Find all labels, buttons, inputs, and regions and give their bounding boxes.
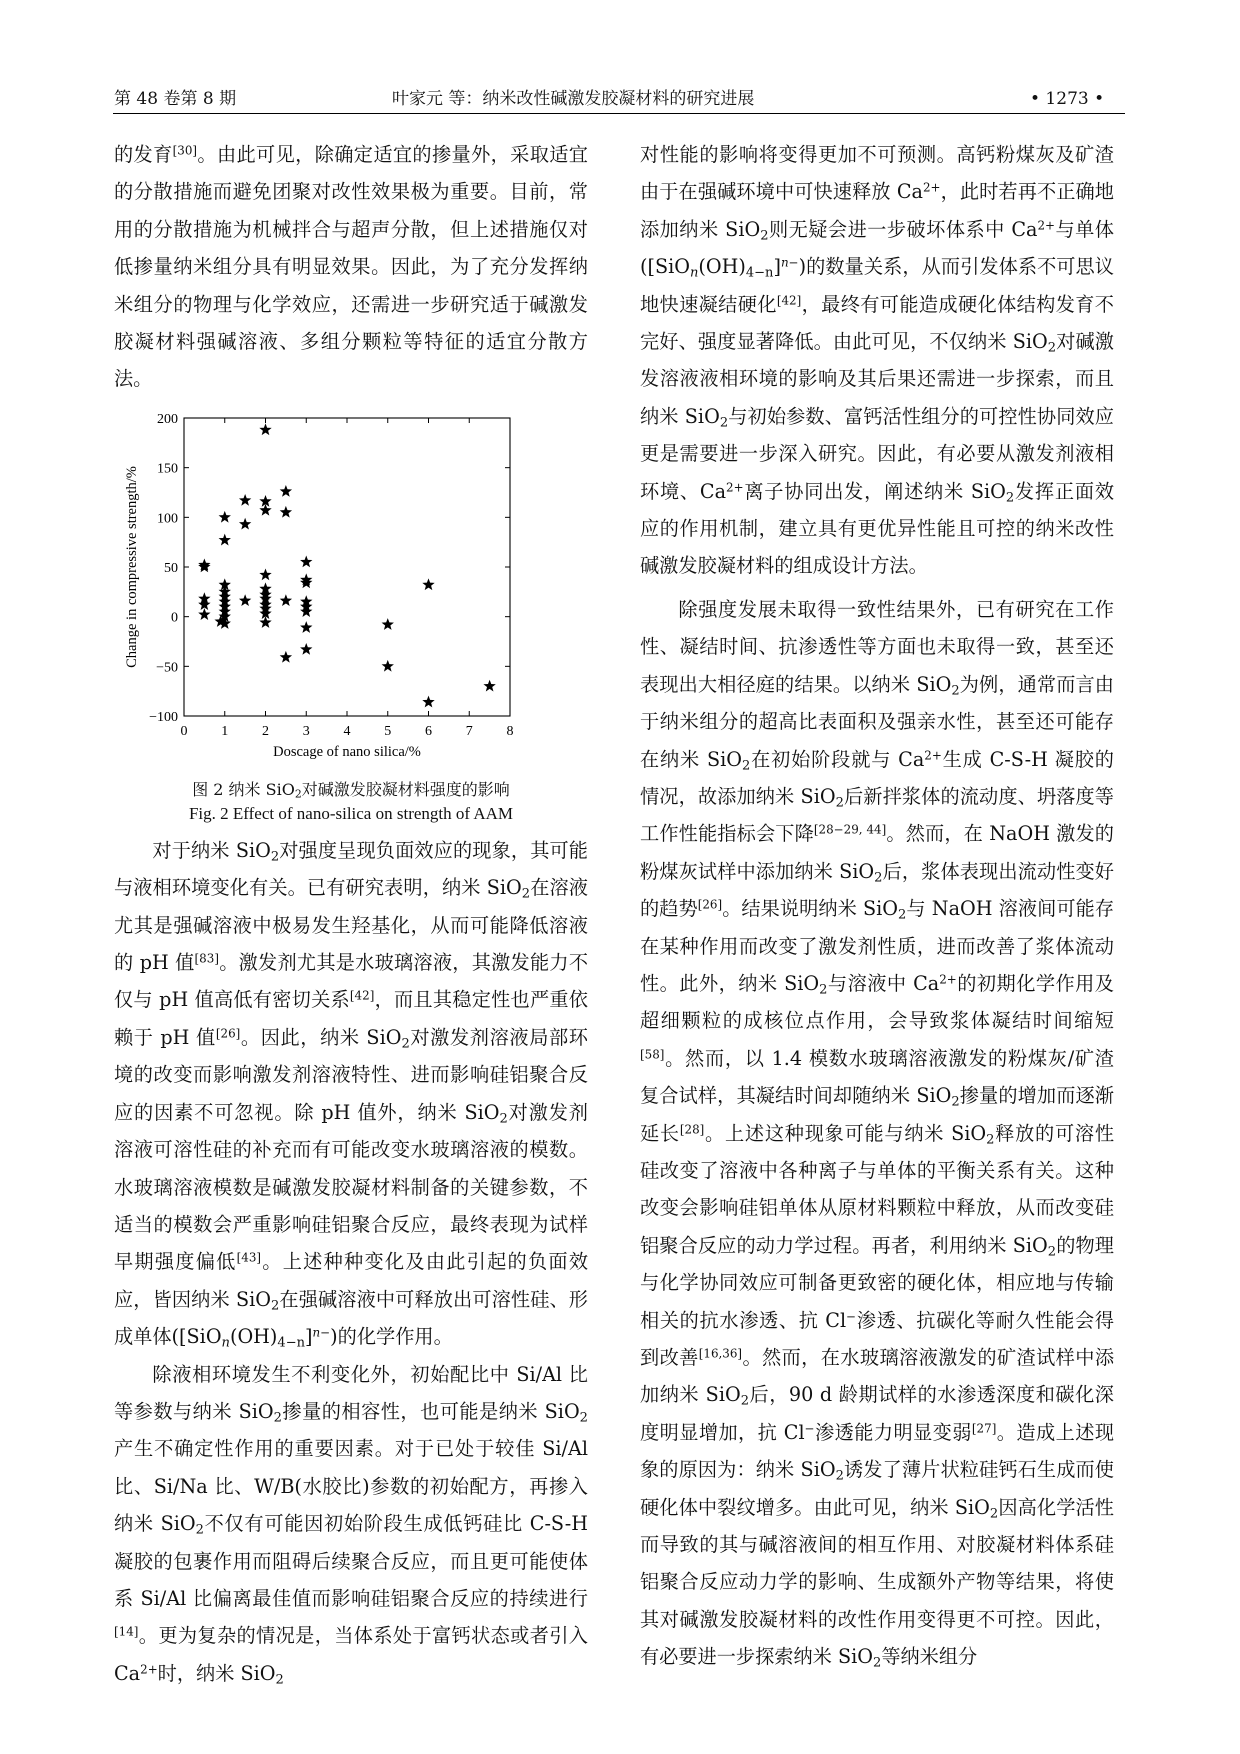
subscript: 2 [401,1036,410,1052]
x-tick-label: 3 [302,723,310,739]
citation: [58] [640,1047,665,1062]
subscript: 2 [951,1094,960,1110]
citation: [83] [194,951,219,966]
subscript: n [689,265,699,281]
data-point-star [300,621,312,633]
text-run: 掺量的增加而逐渐延长 [640,1084,1114,1145]
text-run: 。更为复杂的情况是，当体系处于富钙状态或者引入 Ca [114,1624,588,1685]
left-column [114,136,588,1692]
text-run: 对碱激发溶液液相环境的影响及其后果还需进一步探索，而且纳米 SiO [640,330,1114,428]
y-tick-label: 0 [171,610,178,626]
subscript: 2 [270,849,280,865]
subscript: n [221,1335,230,1351]
subscript: 2 [1047,1244,1057,1260]
citation: [42] [349,988,375,1003]
data-point-star [280,485,292,497]
subscript: 2 [1005,489,1015,505]
text-run: 渗透、抗碳化等耐久性能会得到改善 [640,1308,1115,1369]
y-tick-label: −100 [149,709,178,725]
superscript: 2+ [924,747,942,762]
citation: [26] [215,1026,241,1041]
subscript: 2 [741,757,751,773]
data-point-star [239,494,251,506]
paragraph [640,136,1114,585]
figure-2 [114,404,588,774]
data-point-star [198,560,210,572]
subscript: 4−n [745,265,774,281]
citation: [42] [776,293,802,308]
data-point-star [259,423,271,435]
caption-text: 图 2 纳米 SiO [192,779,295,799]
text-run: ，此时若再不正确地添加纳米 SiO [640,180,1114,241]
paragraph [114,136,588,398]
paragraph [114,832,588,1356]
data-point-star [280,651,292,663]
data-point-star [198,608,210,620]
text-run: 对激发剂溶液局部环境的改变而影响激发剂溶液特性、进而影响硅铝聚合反应的因素不可忽视。除 pH 值外，纳米 SiO [114,1025,588,1124]
text-run: 后，浆体表现出流动性变好的趋势 [640,859,1114,921]
subscript: 2 [873,1655,882,1671]
page-number: • 1273 • [1030,89,1105,109]
text-run: ，而且其稳定性也严重依赖于 pH 值 [114,988,588,1049]
text-run: 对强度呈现负面效应的现象，其可能与液相环境变化有关。已有研究表明，纳米 SiO [114,838,588,900]
text-run: 。上述这种现象可能与纳米 SiO [704,1121,987,1145]
text-run: ] [773,255,781,279]
data-point-star [382,618,394,630]
subscript: 2 [499,1110,508,1126]
plot-frame [184,418,510,716]
text-run: 除液相环境发生不利变化外，初始配比中 Si/Al 比等参数与纳米 SiO [114,1362,588,1423]
paragraph [640,591,1114,1676]
y-tick-label: 200 [157,411,178,427]
scatter-chart [114,404,588,774]
superscript: 2+ [140,1662,158,1677]
data-point-star [239,594,251,606]
citation: [16,36] [698,1346,743,1361]
subscript: 2 [898,907,907,923]
text-run: 与初始参数、富钙活性组分的可控性协同效应更是需要进一步深入研究。因此，有必要从激发剂液相环境、Ca [640,404,1114,503]
data-point-star [483,680,495,692]
x-tick-label: 5 [384,723,392,739]
y-tick-label: 150 [157,461,178,477]
text-run: (OH) [229,1325,278,1349]
citation: [27] [971,1421,997,1436]
text-run: (OH) [698,255,746,279]
citation: [43] [236,1250,262,1265]
superscript: n− [780,255,799,270]
text-run: 。结果说明纳米 SiO [722,897,899,921]
subscript: 2 [986,1131,995,1147]
text-run: 。由此可见，除确定适宜的掺量外，采取适宜的分散措施而避免团聚对改性效果极为重要。目前，常用的分散措施为机械拌合与超声分散，但上述措施仅对低掺量纳米组分具有明显效果。因此，为了充分发挥纳米组分的物理与化学效应，还需进一步研究适于碱激发胶凝材料强碱溶液、多组分颗粒等特征的适宜分散方法。 [114,143,588,391]
subscript: 2 [951,682,960,698]
data-point-star [259,616,271,628]
text-run: 时，纳米 SiO [157,1661,276,1685]
citation: [30] [172,143,198,158]
subscript: 2 [835,795,844,811]
subscript: 2 [294,787,302,801]
text-run: 为例，通常而言由于纳米组分的超高比表面积及强亲水性，甚至还可能存在纳米 SiO [640,672,1114,771]
citation: [28] [679,1122,705,1137]
text-run: 渗透能力明显变弱 [814,1420,972,1444]
text-run: 与溶液中 Ca [827,971,940,995]
text-run: 与 NaOH 溶液间可能存在某种作用而改变了激发剂性质，进而改善了浆体流动性。此外，纳米 SiO [640,897,1115,995]
text-run: 对于纳米 SiO [152,838,271,862]
data-point-star [219,511,231,523]
x-tick-label: 8 [506,723,514,739]
superscript: n− [312,1325,331,1340]
text-run: 产生不确定性作用的重要因素。对于已处于较佳 Si/Al 比、Si/Na 比、W/B(水胶比)参数的初始配方，再掺入纳米 SiO [114,1437,588,1536]
header-rule [113,113,1125,114]
subscript: 4−n [277,1335,306,1351]
text-run: 不仅有可能因初始阶段生成低钙硅比 C-S-H 凝胶的包裹作用而阻碍后续聚合反应，而且更可能使体系 Si/Al 比偏离最佳值而影响硅铝聚合反应的持续进行 [114,1512,588,1610]
data-point-star [280,594,292,606]
x-tick-label: 4 [343,723,351,739]
text-run: 除强度发展未取得一致性结果外，已有研究在工作性、凝结时间、抗渗透性等方面也未取得一致，甚至还表现出大相径庭的结果。以纳米 SiO [640,597,1114,696]
text-run: 。然而，在 NaOH 激发的粉煤灰试样中添加纳米 SiO [640,822,1114,883]
data-point-star [300,605,312,617]
x-tick-label: 7 [465,723,473,739]
text-run: 发挥正面效应的作用机制，建立具有更优异性能且可控的纳米改性碱激发胶凝材料的组成设计方法。 [640,479,1115,578]
text-run: 。造成上述现象的原因为：纳米 SiO [640,1420,1115,1482]
text-run: 。激发剂尤其是水玻璃溶液，其激发能力不仅与 pH 值高低有密切关系 [114,951,589,1012]
data-point-star [422,578,434,590]
x-tick-label: 2 [262,723,269,739]
subscript: 2 [719,415,729,431]
text-run: 的发育 [114,143,173,166]
subscript: 2 [740,1393,750,1409]
subscript: 2 [819,982,828,998]
superscript: − [846,1309,857,1324]
data-point-star [300,555,312,567]
text-run: 与单体([SiO [640,217,1114,279]
superscript: 2+ [726,480,744,495]
data-point-star [259,568,271,580]
caption-text: 对碱激发胶凝材料强度的影响 [301,779,510,799]
superscript: 2+ [922,180,941,195]
data-point-star [382,660,394,672]
y-axis-label: Change in compressive strength/% [124,465,140,668]
text-run: 的物理与化学协同效应可制备更致密的硬化体，相应地与传输相关的抗水渗透、抗 Cl [640,1233,1114,1332]
running-title: 叶家元 等：纳米改性碱激发胶凝材料的研究进展 [392,89,755,109]
x-tick-label: 0 [180,723,188,739]
y-tick-label: −50 [156,660,178,676]
text-run: 在初始阶段就与 Ca [750,747,925,771]
text-run: 释放的可溶性硅改变了溶液中各种离子与单体的平衡关系有关。这种改变会影响硅铝单体从原材料颗粒中释放，从而改变硅铝聚合反应的动力学过程。再者，利用纳米 SiO [640,1121,1115,1257]
subscript: 2 [275,1672,284,1688]
subscript: 2 [195,1522,204,1538]
x-axis-label: Doscage of nano silica/% [273,743,421,760]
text-run: 离子协同出发，阐述纳米 SiO [743,479,1006,503]
y-tick-label: 100 [157,511,178,527]
data-point-star [422,695,434,707]
data-point-star [219,534,231,546]
journal-volume-issue: 第 48 卷第 8 期 [114,89,237,109]
data-point-star [300,643,312,655]
subscript: 2 [270,1297,280,1313]
superscript: − [804,1421,815,1436]
citation: [28−29, 44] [813,822,887,837]
superscript: 2+ [939,972,957,987]
figure-caption-en: Fig. 2 Effect of nano-silica on strength of AAM [188,803,514,823]
text-run: 等纳米组分 [881,1645,978,1669]
text-run: 。上述种种变化及由此引起的负面效应，皆因纳米 SiO [114,1250,589,1311]
x-tick-label: 6 [425,723,432,739]
subscript: 2 [1047,340,1057,356]
citation: [14] [114,1624,139,1639]
subscript: 2 [579,1410,588,1426]
citation: [26] [697,897,723,912]
text-run: 后，90 d 龄期试样的水渗透深度和碳化深度明显增加，抗 Cl [640,1383,1114,1444]
text-run: 生成 C-S-H 凝胶的情况，故添加纳米 SiO [640,747,1114,808]
text-run: 的初期化学作用及超细颗粒的成核位点作用，会导致浆体凝结时间缩短 [640,971,1114,1033]
superscript: 2+ [1037,218,1056,233]
text-run: 。然而，以 1.4 模数水玻璃溶液激发的粉煤灰/矿渣复合试样，其凝结时间却随纳米 SiO [640,1046,1114,1108]
text-run: 。然而，在水玻璃溶液激发的矿渣试样中添加纳米 SiO [640,1346,1115,1407]
text-run: 后新拌浆体的流动度、坍落度等工作性能指标会下降 [640,784,1114,846]
text-run: 对激发剂溶液可溶性硅的补充而有可能改变水玻璃溶液的模数。水玻璃溶液模数是碱激发胶凝材料制备的关键参数，不适当的模数会严重影响硅铝聚合反应，最终表现为试样早期强度偏低 [114,1100,588,1274]
text-run: 在溶液尤其是强碱溶液中极易发生羟基化，从而可能降低溶液的 pH 值 [114,876,588,975]
text-run: 掺量的相容性，也可能是纳米 SiO [281,1399,580,1423]
data-point-star [259,504,271,516]
text-run: 诱发了薄片状粒硅钙石生成而使硬化体中裂纹增多。由此可见，纳米 SiO [640,1458,1114,1519]
subscript: 2 [521,886,531,902]
data-point-star [239,518,251,530]
figure-caption-cn [114,778,588,802]
x-tick-label: 1 [221,723,229,739]
subscript: 2 [989,1505,999,1521]
text-run: 因高化学活性而导致的其与碱溶液间的相互作用、对胶凝材料体系硅铝聚合反应动力学的影响、生成额外产物等结果，将使其对碱激发胶凝材料的改性作用变得更不可控。因此，有必要进一步探索纳米 SiO [640,1495,1114,1669]
text-run: ，最终有可能造成硬化体结构发育不完好、强度显著降低。由此可见，不仅纳米 SiO [640,292,1114,354]
text-run: )的化学作用。 [330,1325,453,1349]
text-run: 在强碱溶液中可释放出可溶性硅、形成单体([SiO [114,1287,588,1349]
text-run: )的数量关系，从而引发体系不可思议地快速凝结硬化 [640,255,1114,316]
paragraph [114,1356,588,1693]
text-run: ] [305,1325,313,1349]
text-run: 。因此，纳米 SiO [240,1025,402,1049]
text-run: 对性能的影响将变得更加不可预测。高钙粉煤灰及矿渣由于在强碱环境中可快速释放 Ca [640,143,1114,204]
text-run: 则无疑会进一步破坏体系中 Ca [768,217,1038,241]
y-tick-label: 50 [164,560,178,576]
data-point-star [280,506,292,518]
subscript: 2 [874,869,883,885]
right-column [640,136,1114,1676]
subscript: 2 [273,1410,282,1426]
subscript: 2 [760,228,769,244]
subscript: 2 [835,1468,844,1484]
